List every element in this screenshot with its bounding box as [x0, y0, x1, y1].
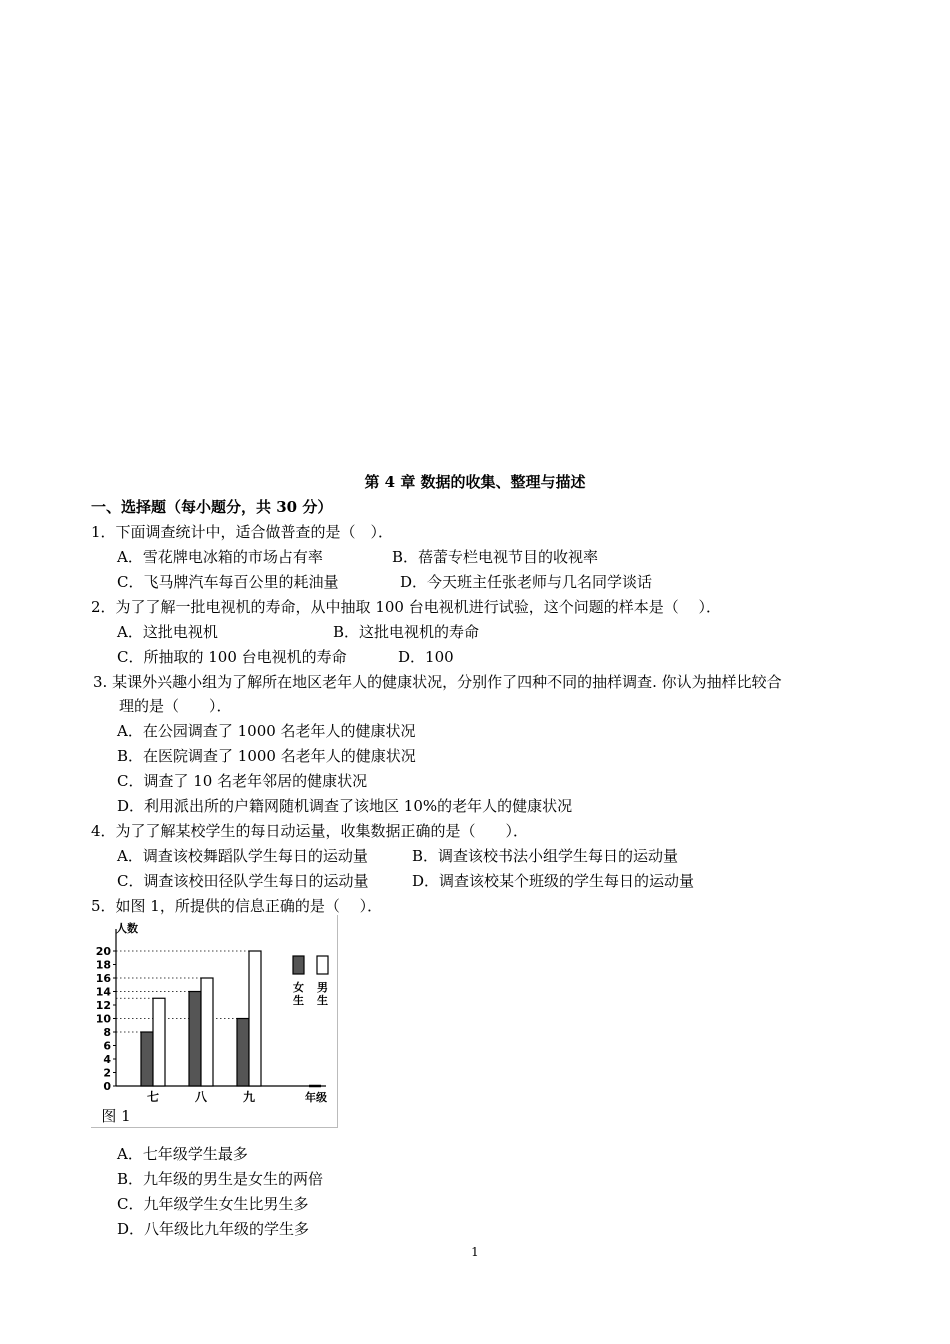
legend-swatch-boys	[317, 956, 328, 974]
bar-chart-figure	[91, 915, 338, 1128]
x-tick-label: 七	[146, 1090, 160, 1104]
question-3-option-d: D．利用派出所的户籍网随机调查了该地区 10%的老年人的健康状况	[117, 797, 573, 815]
question-1-option-b: B．蓓蕾专栏电视节目的收视率	[392, 548, 599, 566]
legend-label: 男	[317, 981, 328, 994]
question-2-option-d: D．100	[398, 648, 454, 666]
question-1-stem: 1．下面调查统计中，适合做普查的是（ ）．	[91, 523, 394, 541]
question-2-option-c: C．所抽取的 100 台电视机的寿命	[117, 648, 347, 666]
bar-boys	[201, 978, 213, 1086]
figure-caption: 图 1	[101, 1107, 131, 1125]
bar-chart	[91, 915, 337, 1127]
question-3-option-b: B．在医院调查了 1000 名老年人的健康状况	[117, 747, 416, 765]
legend-label: 女	[293, 981, 304, 994]
bar-boys	[153, 998, 165, 1086]
question-5-option-a: A．七年级学生最多	[117, 1145, 248, 1163]
question-3-option-c: C．调查了 10 名老年邻居的健康状况	[117, 772, 368, 790]
question-1-option-a: A．雪花牌电冰箱的市场占有率	[117, 548, 323, 566]
question-4-option-a: A．调查该校舞蹈队学生每日的运动量	[117, 847, 368, 865]
y-tick-label: 16	[95, 972, 111, 985]
legend-label: 生	[317, 994, 328, 1007]
y-tick-label: 0	[103, 1080, 111, 1093]
legend-label: 生	[293, 994, 304, 1007]
y-tick-label: 8	[103, 1026, 111, 1039]
question-4-option-d: D．调查该校某个班级的学生每日的运动量	[412, 872, 695, 890]
page-title: 第 4 章 数据的收集、整理与描述	[364, 473, 586, 491]
question-2-stem: 2．为了了解一批电视机的寿命，从中抽取 100 台电视机进行试验，这个问题的样本是（ ）．	[91, 598, 721, 616]
page-number: 1	[471, 1245, 479, 1259]
bar-girls	[189, 992, 201, 1087]
question-4-stem: 4．为了了解某校学生的每日动运量，收集数据正确的是（ ）．	[91, 822, 529, 840]
question-3-option-a: A．在公园调查了 1000 名老年人的健康状况	[117, 722, 416, 740]
y-tick-label: 10	[95, 1012, 111, 1026]
x-tick-label: 八	[194, 1090, 208, 1104]
bar-girls	[141, 1032, 153, 1086]
question-3-stem: 3. 某课外兴趣小组为了解所在地区老年人的健康状况，分别作了四种不同的抽样调查. 你认为抽样比较合	[93, 673, 782, 691]
question-5-stem: 5．如图 1，所提供的信息正确的是（ ）．	[91, 897, 383, 915]
y-tick-label: 12	[95, 999, 111, 1012]
y-tick-label: 18	[95, 958, 111, 972]
y-axis-label: 人数	[116, 922, 138, 935]
bar-girls	[237, 1019, 249, 1087]
x-tick-label: 九	[242, 1090, 256, 1104]
y-tick-label: 20	[95, 945, 111, 958]
question-5-option-c: C．九年级学生女生比男生多	[117, 1195, 309, 1213]
question-4-option-c: C．调查该校田径队学生每日的运动量	[117, 872, 369, 890]
question-3-stem-continued: 理的是（ ）．	[119, 697, 232, 715]
y-tick-label: 2	[103, 1066, 111, 1080]
question-1-option-d: D．今天班主任张老师与几名同学谈话	[400, 573, 653, 591]
question-2-option-a: A．这批电视机	[117, 623, 218, 641]
y-tick-label: 4	[103, 1053, 111, 1066]
x-axis-label: 年级	[305, 1091, 327, 1104]
y-tick-label: 6	[103, 1039, 111, 1053]
question-5-option-b: B．九年级的男生是女生的两倍	[117, 1170, 324, 1188]
question-4-option-b: B．调查该校书法小组学生每日的运动量	[412, 847, 679, 865]
section-heading: 一、选择题（每小题分，共 30 分）	[91, 498, 333, 516]
question-5-option-d: D．八年级比九年级的学生多	[117, 1220, 310, 1238]
bar-boys	[249, 951, 261, 1086]
legend-swatch-girls	[293, 956, 304, 974]
y-tick-label: 14	[95, 985, 111, 999]
question-1-option-c: C．飞马牌汽车每百公里的耗油量	[117, 573, 339, 591]
question-2-option-b: B．这批电视机的寿命	[333, 623, 480, 641]
